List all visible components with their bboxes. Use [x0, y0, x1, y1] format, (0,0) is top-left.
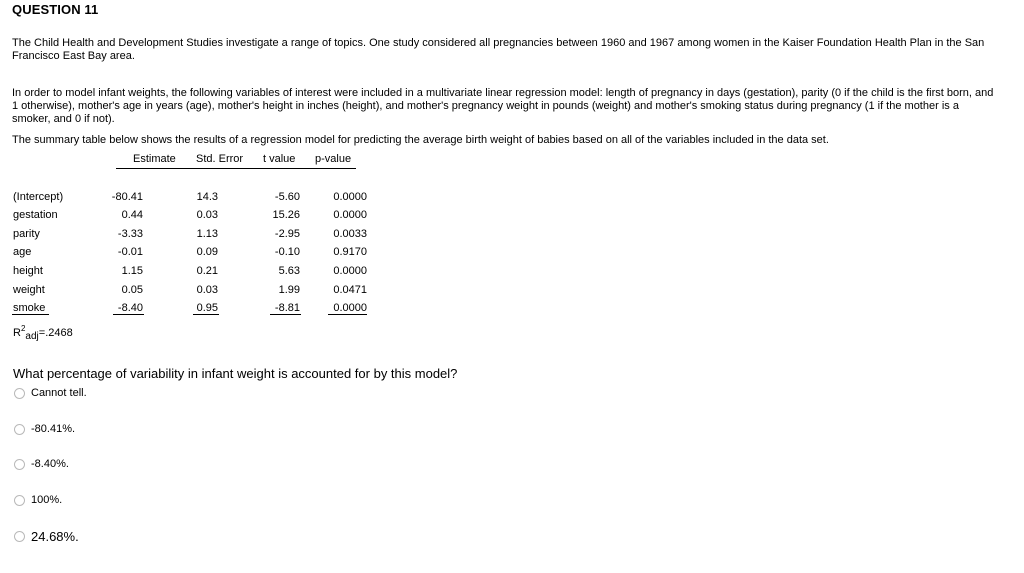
row-estimate: -0.01 — [117, 246, 143, 258]
table-row — [0, 246, 400, 264]
row-estimate: -3.33 — [117, 228, 143, 240]
summary-paragraph: The summary table below shows the results of a regression model for predicting the average birth weight of babies based on all of the variables included in the data set. — [12, 134, 829, 146]
row-t-value: -5.60 — [274, 191, 300, 203]
row-t-value: 1.99 — [278, 284, 300, 296]
underline-estimate — [113, 314, 144, 315]
choice-neg-80-41[interactable] — [14, 421, 75, 437]
header-std-error: Std. Error — [196, 153, 244, 165]
row-p-value: 0.9170 — [333, 246, 367, 258]
row-std-error: 1.13 — [196, 228, 218, 240]
row-t-value: -8.81 — [274, 302, 300, 314]
row-p-value: 0.0000 — [333, 191, 367, 203]
choice-cannot-tell[interactable] — [14, 385, 87, 401]
choice-label[interactable]: -80.41%. — [31, 422, 76, 435]
radio-button[interactable] — [14, 495, 25, 506]
row-t-value: -0.10 — [274, 246, 300, 258]
choice-label[interactable]: 24.68%. — [31, 528, 79, 544]
table-row — [0, 228, 400, 246]
table-row — [0, 191, 400, 209]
row-estimate: -80.41 — [111, 191, 143, 203]
table-row — [0, 209, 400, 227]
question-prompt: What percentage of variability in infant weight is accounted for by this model? — [13, 366, 458, 381]
radio-button[interactable] — [14, 531, 25, 542]
row-p-value: 0.0000 — [333, 265, 367, 277]
row-name: (Intercept) — [13, 191, 64, 203]
row-p-value: 0.0000 — [333, 302, 367, 314]
row-name: gestation — [13, 209, 58, 221]
row-std-error: 0.21 — [196, 265, 218, 277]
table-row — [0, 265, 400, 283]
header-t-value: t value — [263, 153, 296, 165]
row-p-value: 0.0471 — [333, 284, 367, 296]
underline-std-error — [193, 314, 219, 315]
row-std-error: 14.3 — [196, 191, 218, 203]
intro-paragraph: The Child Health and Development Studies investigate a range of topics. One study considered all pregnancies between 1960 and 1967 among women in the Kaiser Foundation Health Plan in the San Francisco East Bay area. — [12, 37, 985, 62]
header-p-value: p-value — [315, 153, 352, 165]
row-t-value: -2.95 — [274, 228, 300, 240]
row-name: weight — [13, 284, 45, 296]
underline-name — [12, 314, 49, 315]
choice-neg-8-40[interactable] — [14, 456, 69, 472]
row-name: parity — [13, 228, 40, 240]
row-estimate: 0.05 — [121, 284, 143, 296]
choice-24-68[interactable] — [14, 528, 79, 544]
row-std-error: 0.03 — [196, 284, 218, 296]
row-estimate: 0.44 — [121, 209, 143, 221]
radio-button[interactable] — [14, 388, 25, 399]
radio-button[interactable] — [14, 424, 25, 435]
row-name: age — [13, 246, 32, 258]
underline-t-value — [270, 314, 301, 315]
radio-button[interactable] — [14, 459, 25, 470]
row-estimate: 1.15 — [121, 265, 143, 277]
choice-label[interactable]: Cannot tell. — [31, 386, 87, 399]
question-title: QUESTION 11 — [12, 2, 99, 17]
row-t-value: 5.63 — [278, 265, 300, 277]
table-row — [0, 284, 400, 302]
header-estimate: Estimate — [133, 153, 176, 165]
row-p-value: 0.0000 — [333, 209, 367, 221]
row-name: smoke — [13, 302, 46, 314]
row-std-error: 0.09 — [196, 246, 218, 258]
row-std-error: 0.03 — [196, 209, 218, 221]
underline-p-value — [328, 314, 367, 315]
variables-paragraph: In order to model infant weights, the following variables of interest were included in a multivariate linear regression model: length of pregnancy in days (gestation), parity (0 if the child is the first born, and 1 otherwise), mother's age in years (age), mother's height in inches (height), and mother's pregnancy weight in pounds (weight) and mother's smoking status during pregnancy (1 if the mother is a smoker, and 0 if not). — [12, 87, 994, 125]
table-header — [116, 153, 356, 169]
row-estimate: -8.40 — [117, 302, 143, 314]
choice-label[interactable]: -8.40%. — [31, 457, 69, 470]
table-row — [0, 302, 400, 320]
row-t-value: 15.26 — [272, 209, 300, 221]
row-std-error: 0.95 — [196, 302, 218, 314]
row-name: height — [13, 265, 43, 277]
r-squared-adjusted: $R^2_{adj}=.2468$ — [13, 324, 73, 342]
row-p-value: 0.0033 — [333, 228, 367, 240]
choice-100[interactable] — [14, 492, 62, 508]
choice-label[interactable]: 100%. — [31, 493, 63, 506]
